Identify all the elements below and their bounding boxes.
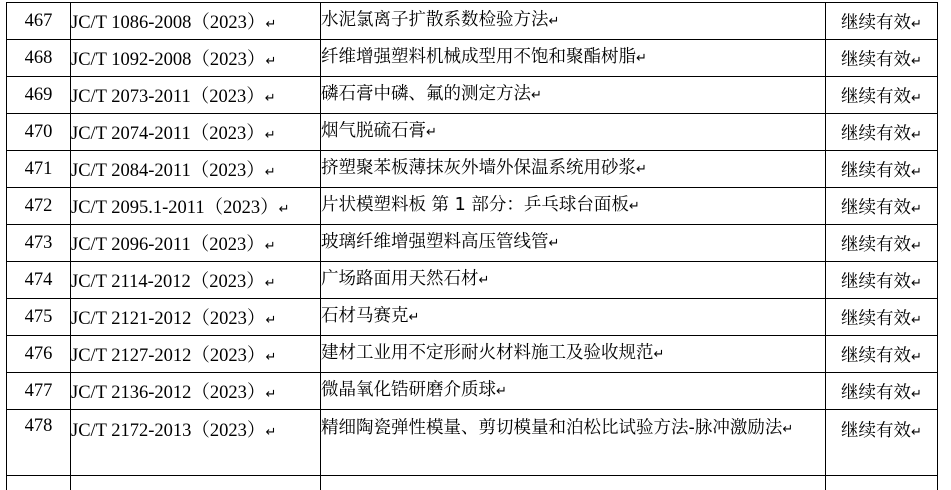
standard-code-cell [71,225,321,262]
standard-code: JC/T 2114-2012（2023） [71,272,265,292]
status-cell [826,3,938,40]
table-row [7,188,938,225]
standard-code-cell [71,410,321,476]
row-number-cell [7,225,71,262]
status-cell [826,40,938,77]
row-number-cell [7,3,71,40]
status-cell [826,336,938,373]
standard-title: 片状模塑料板 第 1 部分：乒乓球台面板 [321,195,629,216]
table-body [7,3,938,490]
paragraph-mark-icon: ↵ [911,90,922,106]
standard-title: 广场路面用天然石材 [321,269,479,290]
row-number-cell [7,114,71,151]
paragraph-mark-icon: ↵ [478,273,490,289]
standard-code-cell [71,114,321,151]
paragraph-mark-icon: ↵ [911,127,922,143]
paragraph-mark-icon: ↵ [911,349,922,365]
standard-title-cell [321,476,826,490]
standard-title: 玻璃纤维增强塑料高压管线管 [321,232,549,253]
status-cell [826,299,938,336]
status-text: 继续有效 [841,12,912,33]
standard-code: JC/T 2172-2013（2023） [71,421,266,441]
standard-title: 水泥氯离子扩散系数检验方法 [321,10,549,31]
standard-title-cell [321,225,826,262]
table-row [7,410,938,476]
paragraph-mark-icon: ↵ [265,425,277,440]
row-number: 470 [24,121,53,142]
status-text: 继续有效 [841,123,912,144]
standard-code: JC/T 2073-2011（2023） [71,87,265,107]
status-text: 继续有效 [841,49,912,70]
paragraph-mark-icon: ↵ [911,164,922,180]
paragraph-mark-icon: ↵ [911,425,922,440]
standard-code-cell [71,3,321,40]
paragraph-mark-icon: ↵ [265,350,277,365]
standard-title: 微晶氧化锆研磨介质球 [321,380,496,401]
standard-code-cell [71,77,321,114]
status-cell [826,151,938,188]
paragraph-mark-icon: ↵ [265,387,277,402]
paragraph-mark-icon: ↵ [636,51,647,67]
row-number: 474 [24,269,53,290]
status-cell [826,225,938,262]
paragraph-mark-icon: ↵ [265,54,277,69]
standard-code-cell [71,262,321,299]
row-number-cell [7,262,71,299]
standard-title-cell [321,77,826,114]
standard-title-cell [321,114,826,151]
standard-title-cell [321,188,826,225]
standard-title: 烟气脱硫石膏 [321,121,426,142]
table-continuation-row [7,476,938,490]
standard-title-cell [321,40,826,77]
standard-code: JC/T 1086-2008（2023） [71,13,266,33]
row-number-cell [7,336,71,373]
paragraph-mark-icon: ↵ [653,347,665,363]
standards-table [6,2,938,490]
standard-title-cell [321,151,826,188]
paragraph-mark-icon: ↵ [782,422,794,437]
standard-title-cell [321,262,826,299]
standard-code-cell [71,151,321,188]
paragraph-mark-icon: ↵ [911,201,922,217]
row-number-cell [7,40,71,77]
table-row [7,40,938,77]
table-row [7,299,938,336]
status-text: 继续有效 [841,160,912,181]
paragraph-mark-icon: ↵ [911,238,922,254]
paragraph-mark-icon: ↵ [636,162,647,178]
standard-code: JC/T 1092-2008（2023） [71,50,266,70]
paragraph-mark-icon: ↵ [265,17,277,32]
standard-title: 磷石膏中磷、氟的测定方法 [321,84,531,105]
paragraph-mark-icon: ↵ [264,165,276,180]
status-text: 继续有效 [841,86,912,107]
standard-code: JC/T 2074-2011（2023） [71,124,265,144]
paragraph-mark-icon: ↵ [264,276,276,291]
standard-title: 挤塑聚苯板薄抹灰外墙外保温系统用砂浆 [321,158,636,179]
paragraph-mark-icon: ↵ [426,125,437,141]
row-number: 473 [24,232,53,253]
status-cell [826,476,938,490]
standard-title-cell [321,336,826,373]
row-number: 475 [24,306,53,327]
row-number-cell [7,299,71,336]
standard-code: JC/T 2121-2012（2023） [71,309,266,329]
paragraph-mark-icon: ↵ [278,202,290,217]
paragraph-mark-icon: ↵ [911,312,922,328]
row-number: 468 [24,47,53,68]
row-number-cell [7,188,71,225]
status-text: 继续有效 [841,421,912,441]
standard-code-cell [71,299,321,336]
table-row [7,373,938,410]
row-number-cell [7,77,71,114]
row-number-cell [7,410,71,476]
paragraph-mark-icon: ↵ [911,386,922,402]
paragraph-mark-icon: ↵ [408,310,420,326]
status-cell [826,373,938,410]
paragraph-mark-icon: ↵ [264,91,276,106]
row-number: 477 [24,380,53,401]
paragraph-mark-icon: ↵ [264,239,276,254]
standard-code-cell [71,476,321,490]
standard-title: 石材马赛克 [321,306,409,327]
status-text: 继续有效 [841,382,912,403]
paragraph-mark-icon: ↵ [911,53,922,69]
row-number: 478 [24,416,53,436]
table-row [7,77,938,114]
standard-code-cell [71,373,321,410]
table-row [7,151,938,188]
table-row [7,3,938,40]
table-row [7,262,938,299]
table-row [7,225,938,262]
standard-title: 精细陶瓷弹性模量、剪切模量和泊松比试验方法-脉冲激励法 [321,418,783,438]
row-number: 471 [24,158,53,179]
status-text: 继续有效 [841,197,912,218]
status-text: 继续有效 [841,308,912,329]
standard-title: 纤维增强塑料机械成型用不饱和聚酯树脂 [321,47,636,68]
standard-code: JC/T 2096-2011（2023） [71,235,265,255]
status-cell [826,188,938,225]
standard-code: JC/T 2084-2011（2023） [71,161,265,181]
standard-code: JC/T 2127-2012（2023） [71,346,266,366]
row-number-cell [7,151,71,188]
standard-code-cell [71,336,321,373]
status-text: 继续有效 [841,234,912,255]
standard-title-cell [321,373,826,410]
row-number: 476 [24,343,53,364]
row-number: 472 [24,195,53,216]
table-row [7,114,938,151]
paragraph-mark-icon: ↵ [911,275,922,291]
standard-title-cell [321,410,826,476]
paragraph-mark-icon: ↵ [531,88,542,104]
row-number-cell [7,373,71,410]
status-cell [826,114,938,151]
table-row [7,336,938,373]
paragraph-mark-icon: ↵ [265,313,277,328]
row-number: 467 [24,10,53,31]
standard-code-cell [71,40,321,77]
row-number-cell [7,476,71,490]
status-cell [826,410,938,476]
paragraph-mark-icon: ↵ [264,128,276,143]
paragraph-mark-icon: ↵ [548,236,560,252]
status-text: 继续有效 [841,271,912,292]
paragraph-mark-icon: ↵ [628,199,640,215]
standard-title-cell [321,299,826,336]
paragraph-mark-icon: ↵ [911,16,922,32]
standard-code: JC/T 2095.1-2011（2023） [71,198,279,218]
paragraph-mark-icon: ↵ [496,384,507,400]
status-text: 继续有效 [841,345,912,366]
standard-title-cell [321,3,826,40]
paragraph-mark-icon: ↵ [548,14,560,30]
status-cell [826,77,938,114]
standard-code-cell [71,188,321,225]
status-cell [826,262,938,299]
standard-title: 建材工业用不定形耐火材料施工及验收规范 [321,343,654,364]
standard-code: JC/T 2136-2012（2023） [71,383,266,403]
row-number: 469 [24,84,53,105]
